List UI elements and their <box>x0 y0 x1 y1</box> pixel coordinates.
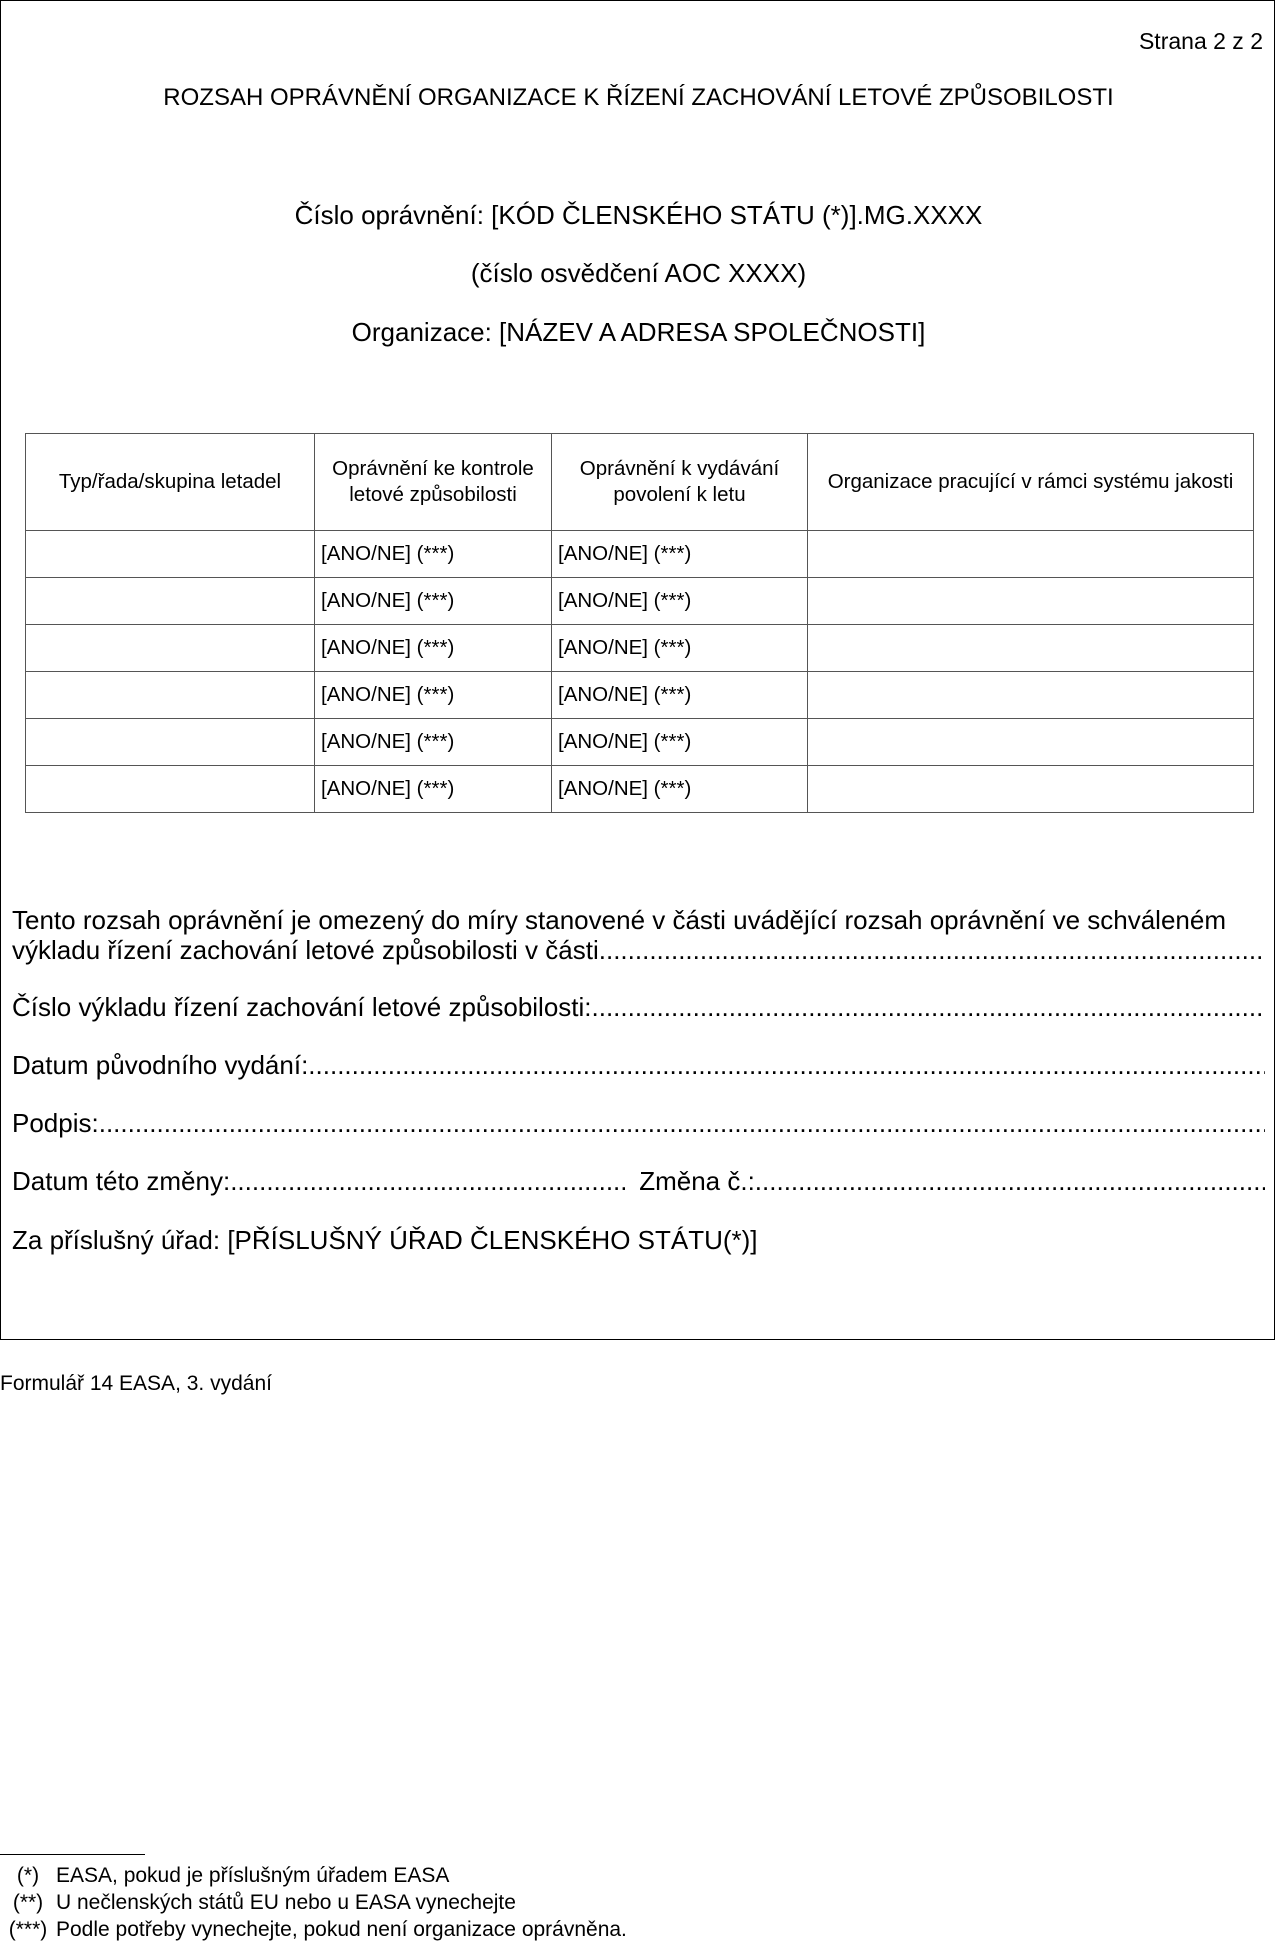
original-issue-label: Datum původního vydání: <box>12 1050 309 1080</box>
table-cell: [ANO/NE] (***) <box>315 766 552 813</box>
aoc-number: (číslo osvědčení AOC XXXX) <box>470 258 807 288</box>
footnote <box>0 1918 627 1942</box>
table-row <box>26 672 1254 719</box>
authority-line: Za příslušný úřad: [PŘÍSLUŠNÝ ÚŘAD ČLENSKÉHO STÁTU(*)] <box>12 1225 758 1255</box>
fill-in-dots <box>308 1050 1265 1081</box>
column-header-airworthiness-review: Oprávnění ke kontrole letové způsobilosti <box>315 434 552 531</box>
table-cell <box>26 578 315 625</box>
table-cell: [ANO/NE] (***) <box>315 672 552 719</box>
table-cell <box>26 531 315 578</box>
table-cell: [ANO/NE] (***) <box>315 531 552 578</box>
table-cell <box>808 672 1254 719</box>
document-title: ROZSAH OPRÁVNĚNÍ ORGANIZACE K ŘÍZENÍ ZACHOVÁNÍ LETOVÉ ZPŮSOBILOSTI <box>163 84 1114 111</box>
footnote-separator <box>0 1854 145 1855</box>
table-cell <box>808 531 1254 578</box>
column-header-permit-to-fly: Oprávnění k vydávání povolení k letu <box>552 434 808 531</box>
revision-line <box>12 1166 1265 1197</box>
table-header-row <box>26 434 1254 531</box>
limitation-reference-label: výkladu řízení zachování letové způsobilosti v části <box>12 935 599 965</box>
table-cell <box>26 672 315 719</box>
fill-in-dots <box>755 1166 1265 1197</box>
footnote-text: EASA, pokud je příslušným úřadem EASA <box>56 1864 450 1887</box>
table-cell <box>26 625 315 672</box>
fill-in-dots <box>599 935 1265 966</box>
table-cell <box>808 766 1254 813</box>
footnote-text: Podle potřeby vynechejte, pokud není organizace oprávněna. <box>56 1918 627 1941</box>
table-cell <box>808 578 1254 625</box>
table-cell: [ANO/NE] (***) <box>552 719 808 766</box>
footnote <box>0 1891 516 1915</box>
table-cell: [ANO/NE] (***) <box>315 719 552 766</box>
table-cell: [ANO/NE] (***) <box>552 766 808 813</box>
limitation-text: Tento rozsah oprávnění je omezený do míry stanovené v části uvádějící rozsah oprávnění ve schváleném <box>12 905 1226 935</box>
table-cell <box>26 719 315 766</box>
revision-date-label: Datum této změny: <box>12 1166 231 1196</box>
column-header-quality-system: Organizace pracující v rámci systému jakosti <box>808 434 1254 531</box>
organization-name: Organizace: [NÁZEV A ADRESA SPOLEČNOSTI] <box>351 317 926 347</box>
table-row <box>26 766 1254 813</box>
revision-number-label: Změna č.: <box>639 1166 755 1196</box>
table-cell <box>808 719 1254 766</box>
fill-in-dots <box>230 1166 625 1197</box>
limitation-reference-line <box>12 935 1265 966</box>
table-row <box>26 625 1254 672</box>
scope-table <box>25 433 1254 813</box>
page-number: Strana 2 z 2 <box>1138 28 1263 54</box>
table-cell: [ANO/NE] (***) <box>552 578 808 625</box>
table-cell <box>808 625 1254 672</box>
fill-in-dots <box>592 992 1265 1023</box>
table-row <box>26 719 1254 766</box>
exposition-number-label: Číslo výkladu řízení zachování letové způsobilosti: <box>12 992 592 1022</box>
column-header-aircraft: Typ/řada/skupina letadel <box>26 434 315 531</box>
footnote-mark: (**) <box>12 1891 44 1914</box>
table-cell: [ANO/NE] (***) <box>552 625 808 672</box>
exposition-number-line <box>12 992 1265 1023</box>
original-issue-line <box>12 1050 1265 1081</box>
table-row <box>26 578 1254 625</box>
table-row <box>26 531 1254 578</box>
signature-line <box>12 1108 1265 1139</box>
footnote-mark: (*) <box>16 1864 40 1887</box>
approval-number: Číslo oprávnění: [KÓD ČLENSKÉHO STÁTU (*)].MG.XXXX <box>294 200 983 230</box>
footnote-mark: (***) <box>8 1918 48 1941</box>
footnote <box>0 1864 449 1888</box>
table-cell: [ANO/NE] (***) <box>552 672 808 719</box>
form-identifier: Formulář 14 EASA, 3. vydání <box>0 1372 272 1395</box>
table-cell: [ANO/NE] (***) <box>552 531 808 578</box>
table-cell: [ANO/NE] (***) <box>315 625 552 672</box>
table-cell: [ANO/NE] (***) <box>315 578 552 625</box>
signature-label: Podpis: <box>12 1108 99 1138</box>
table-cell <box>26 766 315 813</box>
fill-in-dots <box>99 1108 1265 1139</box>
footnote-text: U nečlenských států EU nebo u EASA vynechejte <box>56 1891 516 1914</box>
